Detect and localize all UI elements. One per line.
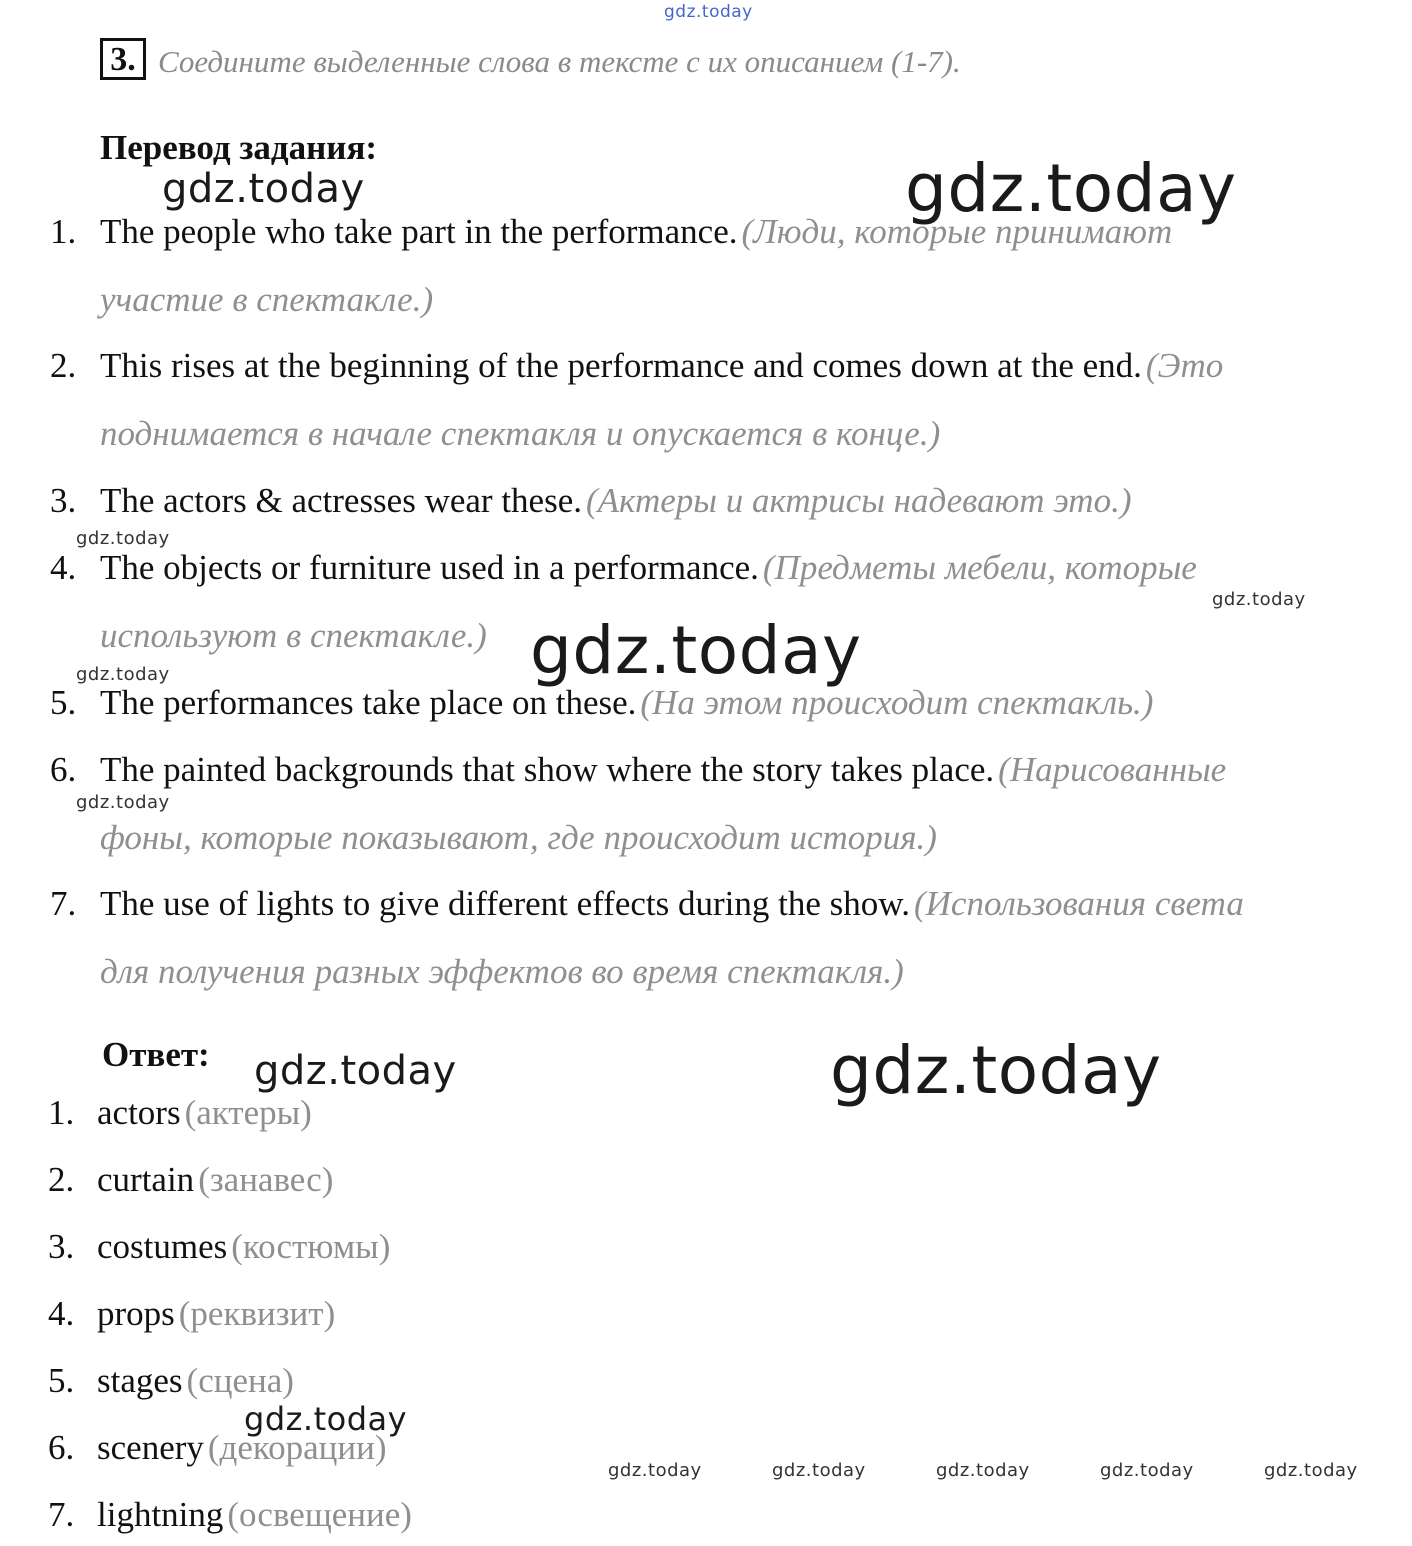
answer-english: props xyxy=(97,1294,175,1333)
translation-item xyxy=(100,750,1226,790)
item-russian: (Использования света xyxy=(914,884,1244,923)
watermark: gdz.today xyxy=(1100,1460,1194,1481)
translation-item xyxy=(100,481,1132,521)
translation-item-number: 5. xyxy=(50,683,77,722)
watermark: gdz.today xyxy=(830,1032,1162,1109)
answer-item xyxy=(48,1361,294,1401)
item-english: The people who take part in the performance. xyxy=(100,212,738,251)
watermark: gdz.today xyxy=(530,612,862,689)
translation-item xyxy=(100,346,1223,386)
item-russian: (Предметы мебели, которые xyxy=(762,548,1197,587)
item-russian-cont: поднимается в начале спектакля и опускается в конце.) xyxy=(100,414,941,453)
answer-number: 5. xyxy=(48,1361,75,1400)
answer-number: 2. xyxy=(48,1160,75,1199)
translation-item-number: 2. xyxy=(50,346,77,385)
watermark: gdz.today xyxy=(244,1400,408,1438)
answer-russian: (занавес) xyxy=(198,1160,334,1199)
task-number: 3. xyxy=(100,38,146,80)
item-russian: (Нарисованные xyxy=(998,750,1227,789)
watermark: gdz.today xyxy=(1212,589,1306,610)
answer-number: 7. xyxy=(48,1495,75,1534)
watermark: gdz.today xyxy=(76,792,170,813)
watermark: gdz.today xyxy=(76,528,170,549)
watermark-top: gdz.today xyxy=(664,2,753,22)
answer-item xyxy=(48,1227,390,1267)
answer-russian: (сцена) xyxy=(186,1361,294,1400)
answer-english: costumes xyxy=(97,1227,228,1266)
item-russian-cont: фоны, которые показывают, где происходит история.) xyxy=(100,818,937,857)
answer-english: lightning xyxy=(97,1495,224,1534)
translation-item xyxy=(100,548,1197,588)
watermark: gdz.today xyxy=(162,166,365,212)
answer-russian: (реквизит) xyxy=(178,1294,336,1333)
watermark: gdz.today xyxy=(772,1460,866,1481)
answer-number: 6. xyxy=(48,1428,75,1467)
answer-number: 3. xyxy=(48,1227,75,1266)
answer-english: curtain xyxy=(97,1160,195,1199)
item-english: The actors & actresses wear these. xyxy=(100,481,583,520)
watermark: gdz.today xyxy=(608,1460,702,1481)
translation-item xyxy=(100,683,1153,723)
answer-heading: Ответ: xyxy=(102,1035,210,1074)
answer-number: 1. xyxy=(48,1093,75,1132)
watermark: gdz.today xyxy=(254,1048,457,1094)
item-russian: (Люди, которые принимают xyxy=(741,212,1173,251)
translation-item-number: 3. xyxy=(50,481,77,520)
item-english: The performances take place on these. xyxy=(100,683,637,722)
answer-russian: (костюмы) xyxy=(231,1227,391,1266)
answer-item xyxy=(48,1495,412,1535)
item-english: The use of lights to give different effects during the show. xyxy=(100,884,910,923)
answer-english: scenery xyxy=(97,1428,204,1467)
answer-russian: (актеры) xyxy=(184,1093,312,1132)
item-russian-cont: участие в спектакле.) xyxy=(100,280,434,319)
answer-english: actors xyxy=(97,1093,181,1132)
answer-item xyxy=(48,1294,335,1334)
translation-item-number: 1. xyxy=(50,212,77,251)
answer-item xyxy=(48,1093,312,1133)
task-instruction: Соедините выделенные слова в тексте с их описанием (1-7). xyxy=(158,44,961,79)
answer-item xyxy=(48,1160,333,1200)
item-russian-cont: для получения разных эффектов во время спектакля.) xyxy=(100,952,904,991)
item-russian: (Это xyxy=(1145,346,1224,385)
item-english: The objects or furniture used in a performance. xyxy=(100,548,759,587)
answer-russian: (освещение) xyxy=(227,1495,412,1534)
translation-item-number: 6. xyxy=(50,750,77,789)
answer-number: 4. xyxy=(48,1294,75,1333)
item-russian: (Актеры и актрисы надевают это.) xyxy=(586,481,1132,520)
watermark: gdz.today xyxy=(1264,1460,1358,1481)
item-russian: (На этом происходит спектакль.) xyxy=(640,683,1154,722)
item-russian-cont: используют в спектакле.) xyxy=(100,616,487,655)
translation-item-number: 4. xyxy=(50,548,77,587)
answer-russian: (декорации) xyxy=(207,1428,387,1467)
watermark: gdz.today xyxy=(936,1460,1030,1481)
answer-english: stages xyxy=(97,1361,183,1400)
watermark: gdz.today xyxy=(905,150,1237,227)
translation-heading: Перевод задания: xyxy=(100,128,378,167)
watermark: gdz.today xyxy=(76,664,170,685)
item-english: The painted backgrounds that show where the story takes place. xyxy=(100,750,995,789)
translation-item-number: 7. xyxy=(50,884,77,923)
translation-item xyxy=(100,884,1244,924)
item-english: This rises at the beginning of the performance and comes down at the end. xyxy=(100,346,1142,385)
